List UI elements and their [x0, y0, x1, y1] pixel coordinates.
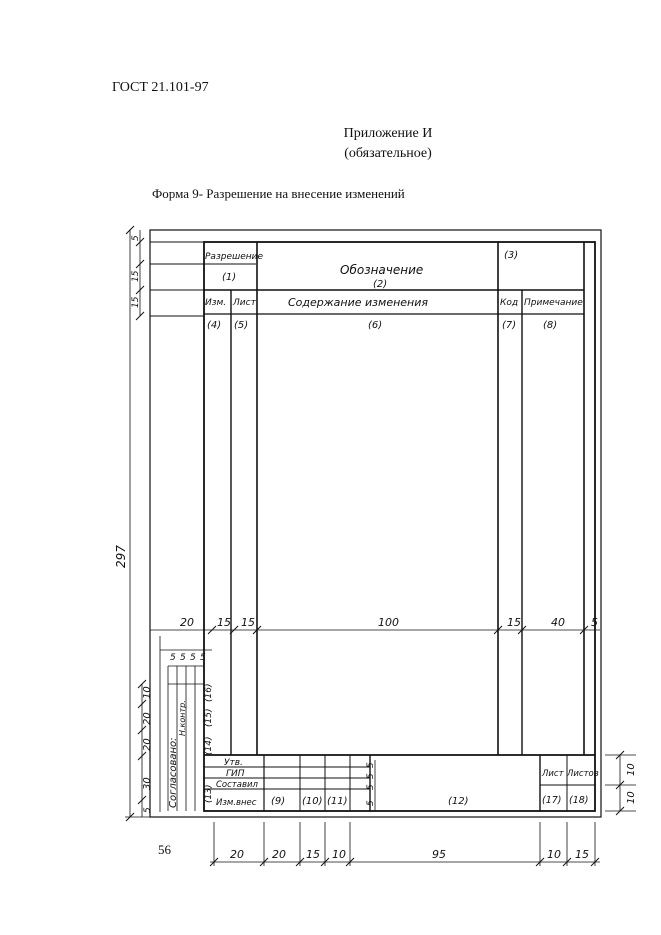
dim-row-5b: 5: [366, 773, 376, 779]
col-list: Лист: [233, 298, 256, 308]
dim-left-30: 30: [142, 777, 153, 790]
dim-bottom-15b: 15: [575, 848, 589, 861]
field-16: (16): [204, 683, 214, 702]
dim-bottom-10a: 10: [332, 848, 346, 861]
field-1: (1): [222, 272, 237, 283]
field-7: (7): [502, 320, 517, 331]
appendix-note: (обязательное): [344, 146, 432, 161]
designation-label: Обозначение: [340, 263, 424, 277]
dim-right-10a: 10: [626, 763, 637, 776]
role-utv: Утв.: [224, 758, 243, 768]
n-control-label: Н.контр.: [178, 700, 187, 736]
dim-col-40: 40: [551, 616, 565, 629]
dim-left-5: 5: [143, 807, 153, 813]
role-author: Составил: [216, 780, 258, 790]
field-5: (5): [234, 320, 249, 331]
field-9: (9): [271, 796, 286, 807]
field-12: (12): [448, 796, 469, 807]
permit-label: Разрешение: [205, 252, 264, 262]
col-content: Содержание изменения: [288, 296, 429, 309]
role-izm-vnes: Изм.внес: [216, 798, 257, 808]
dim-bottom-15a: 15: [306, 848, 320, 861]
dim-col-15a: 15: [217, 616, 231, 629]
dim-stamp-5c: 5: [190, 653, 196, 663]
dim-bottom-20a: 20: [230, 848, 244, 861]
dim-bottom-95: 95: [432, 848, 446, 861]
field-4: (4): [207, 320, 222, 331]
tb-list: Лист: [542, 769, 564, 779]
field-3: (3): [504, 250, 519, 261]
dim-bottom-20b: 20: [272, 848, 286, 861]
dim-col-5: 5: [591, 616, 598, 629]
tb-listov: Листов: [567, 769, 599, 779]
dim-top-15a: 15: [131, 270, 141, 282]
dim-left-20b: 20: [142, 738, 153, 751]
dim-top-5: 5: [131, 235, 141, 241]
page-number: 56: [158, 842, 171, 857]
dim-col-100: 100: [378, 616, 399, 629]
dim-col-15c: 15: [507, 616, 521, 629]
dim-right-10b: 10: [626, 791, 637, 804]
dim-left-10: 10: [142, 686, 153, 699]
col-note: Примечание: [524, 298, 583, 308]
col-izm: Изм.: [205, 298, 227, 308]
dim-stamp-5b: 5: [180, 653, 186, 663]
field-2: (2): [373, 279, 388, 290]
dim-row-5d: 5: [366, 800, 376, 806]
dim-bottom-10b: 10: [547, 848, 561, 861]
form-title: Форма 9- Разрешение на внесение изменений: [152, 186, 405, 201]
field-8: (8): [543, 320, 558, 331]
field-11: (11): [327, 796, 348, 807]
appendix-title: Приложение И: [343, 126, 433, 141]
field-18: (18): [569, 795, 589, 806]
approval-label: Согласовано:: [168, 737, 179, 808]
dim-stamp-5d: 5: [200, 653, 206, 663]
field-14: (14): [204, 736, 214, 755]
dim-row-5c: 5: [366, 784, 376, 790]
field-17: (17): [542, 795, 562, 806]
col-code: Код: [500, 298, 519, 308]
dim-top-15b: 15: [131, 296, 141, 308]
field-6: (6): [368, 320, 383, 331]
field-10: (10): [302, 796, 323, 807]
working-frame: [204, 242, 595, 811]
field-15: (15): [204, 708, 214, 727]
dim-row-5a: 5: [366, 762, 376, 768]
dim-col-20: 20: [180, 616, 194, 629]
role-gip: ГИП: [226, 769, 245, 779]
dim-col-15b: 15: [241, 616, 255, 629]
sheet-border: [150, 230, 601, 817]
dim-297: 297: [114, 545, 128, 568]
dim-stamp-5a: 5: [170, 653, 176, 663]
field-13: (13): [204, 784, 214, 803]
dim-left-20a: 20: [142, 712, 153, 725]
document-code: ГОСТ 21.101-97: [112, 80, 209, 95]
